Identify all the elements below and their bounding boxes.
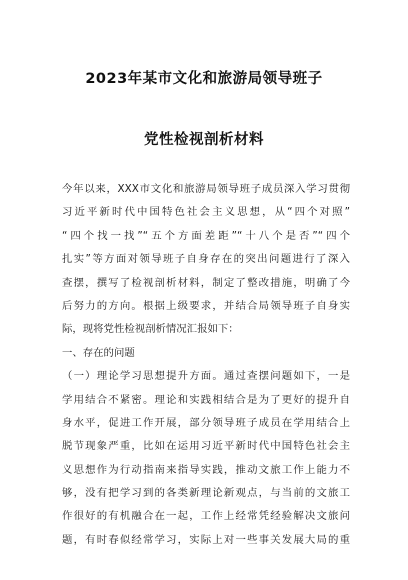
body-line: 脱节现象严重，比如在运用习近平新时代中国特色社会主 [62,440,350,453]
body-line: （一）理论学习思想提升方面。通过查摆问题如下，一是 [62,370,350,383]
body-line: 作很好的有机融合在一起，工作上经常凭经验解决文旅问 [62,510,350,523]
body-line: 扎实”等方面对领导班子自身存在的突出问题进行了深入 [62,253,350,266]
document-title: 2023年某市文化和旅游局领导班子 [85,71,323,87]
body-line: 题，有时春似经常学习，实际上对一些事关发展大局的重 [62,533,350,546]
body-line: 习近平新时代中国特色社会主义思想，从“四个对照” [62,206,350,219]
body-line: 后努力的方向。根据上级要求，并结合局领导班子自身实 [62,299,350,312]
body-line: 查摆，撰写了检视剖析材料，制定了整改措施，明确了今 [62,276,350,289]
section-heading: 一、存在的问题 [62,346,135,359]
body-line: 身水平，促进工作开展，部分领导班子成员在学用结合上 [62,416,350,429]
document-subtitle: 党性检视剖析材料 [144,132,264,148]
document-body [62,178,350,552]
body-line: 学用结合不紧密。理论和实践相结合是为了更好的提升自 [62,393,350,406]
body-line: 际，现将党性检视剖析情况汇报如下： [62,323,239,336]
body-line: 义思想作为行动指南来指导实践，推动文旅工作上能力不 [62,463,350,476]
body-line: 够，没有把学习到的各类新理论新观点，与当前的文旅工 [62,487,350,500]
body-line: 今年以来，XXX市文化和旅游局领导班子成员深入学习贯彻 [62,183,350,195]
body-line: “四个找一找”“五个方面差距”“十八个是否”“四个 [62,229,350,242]
